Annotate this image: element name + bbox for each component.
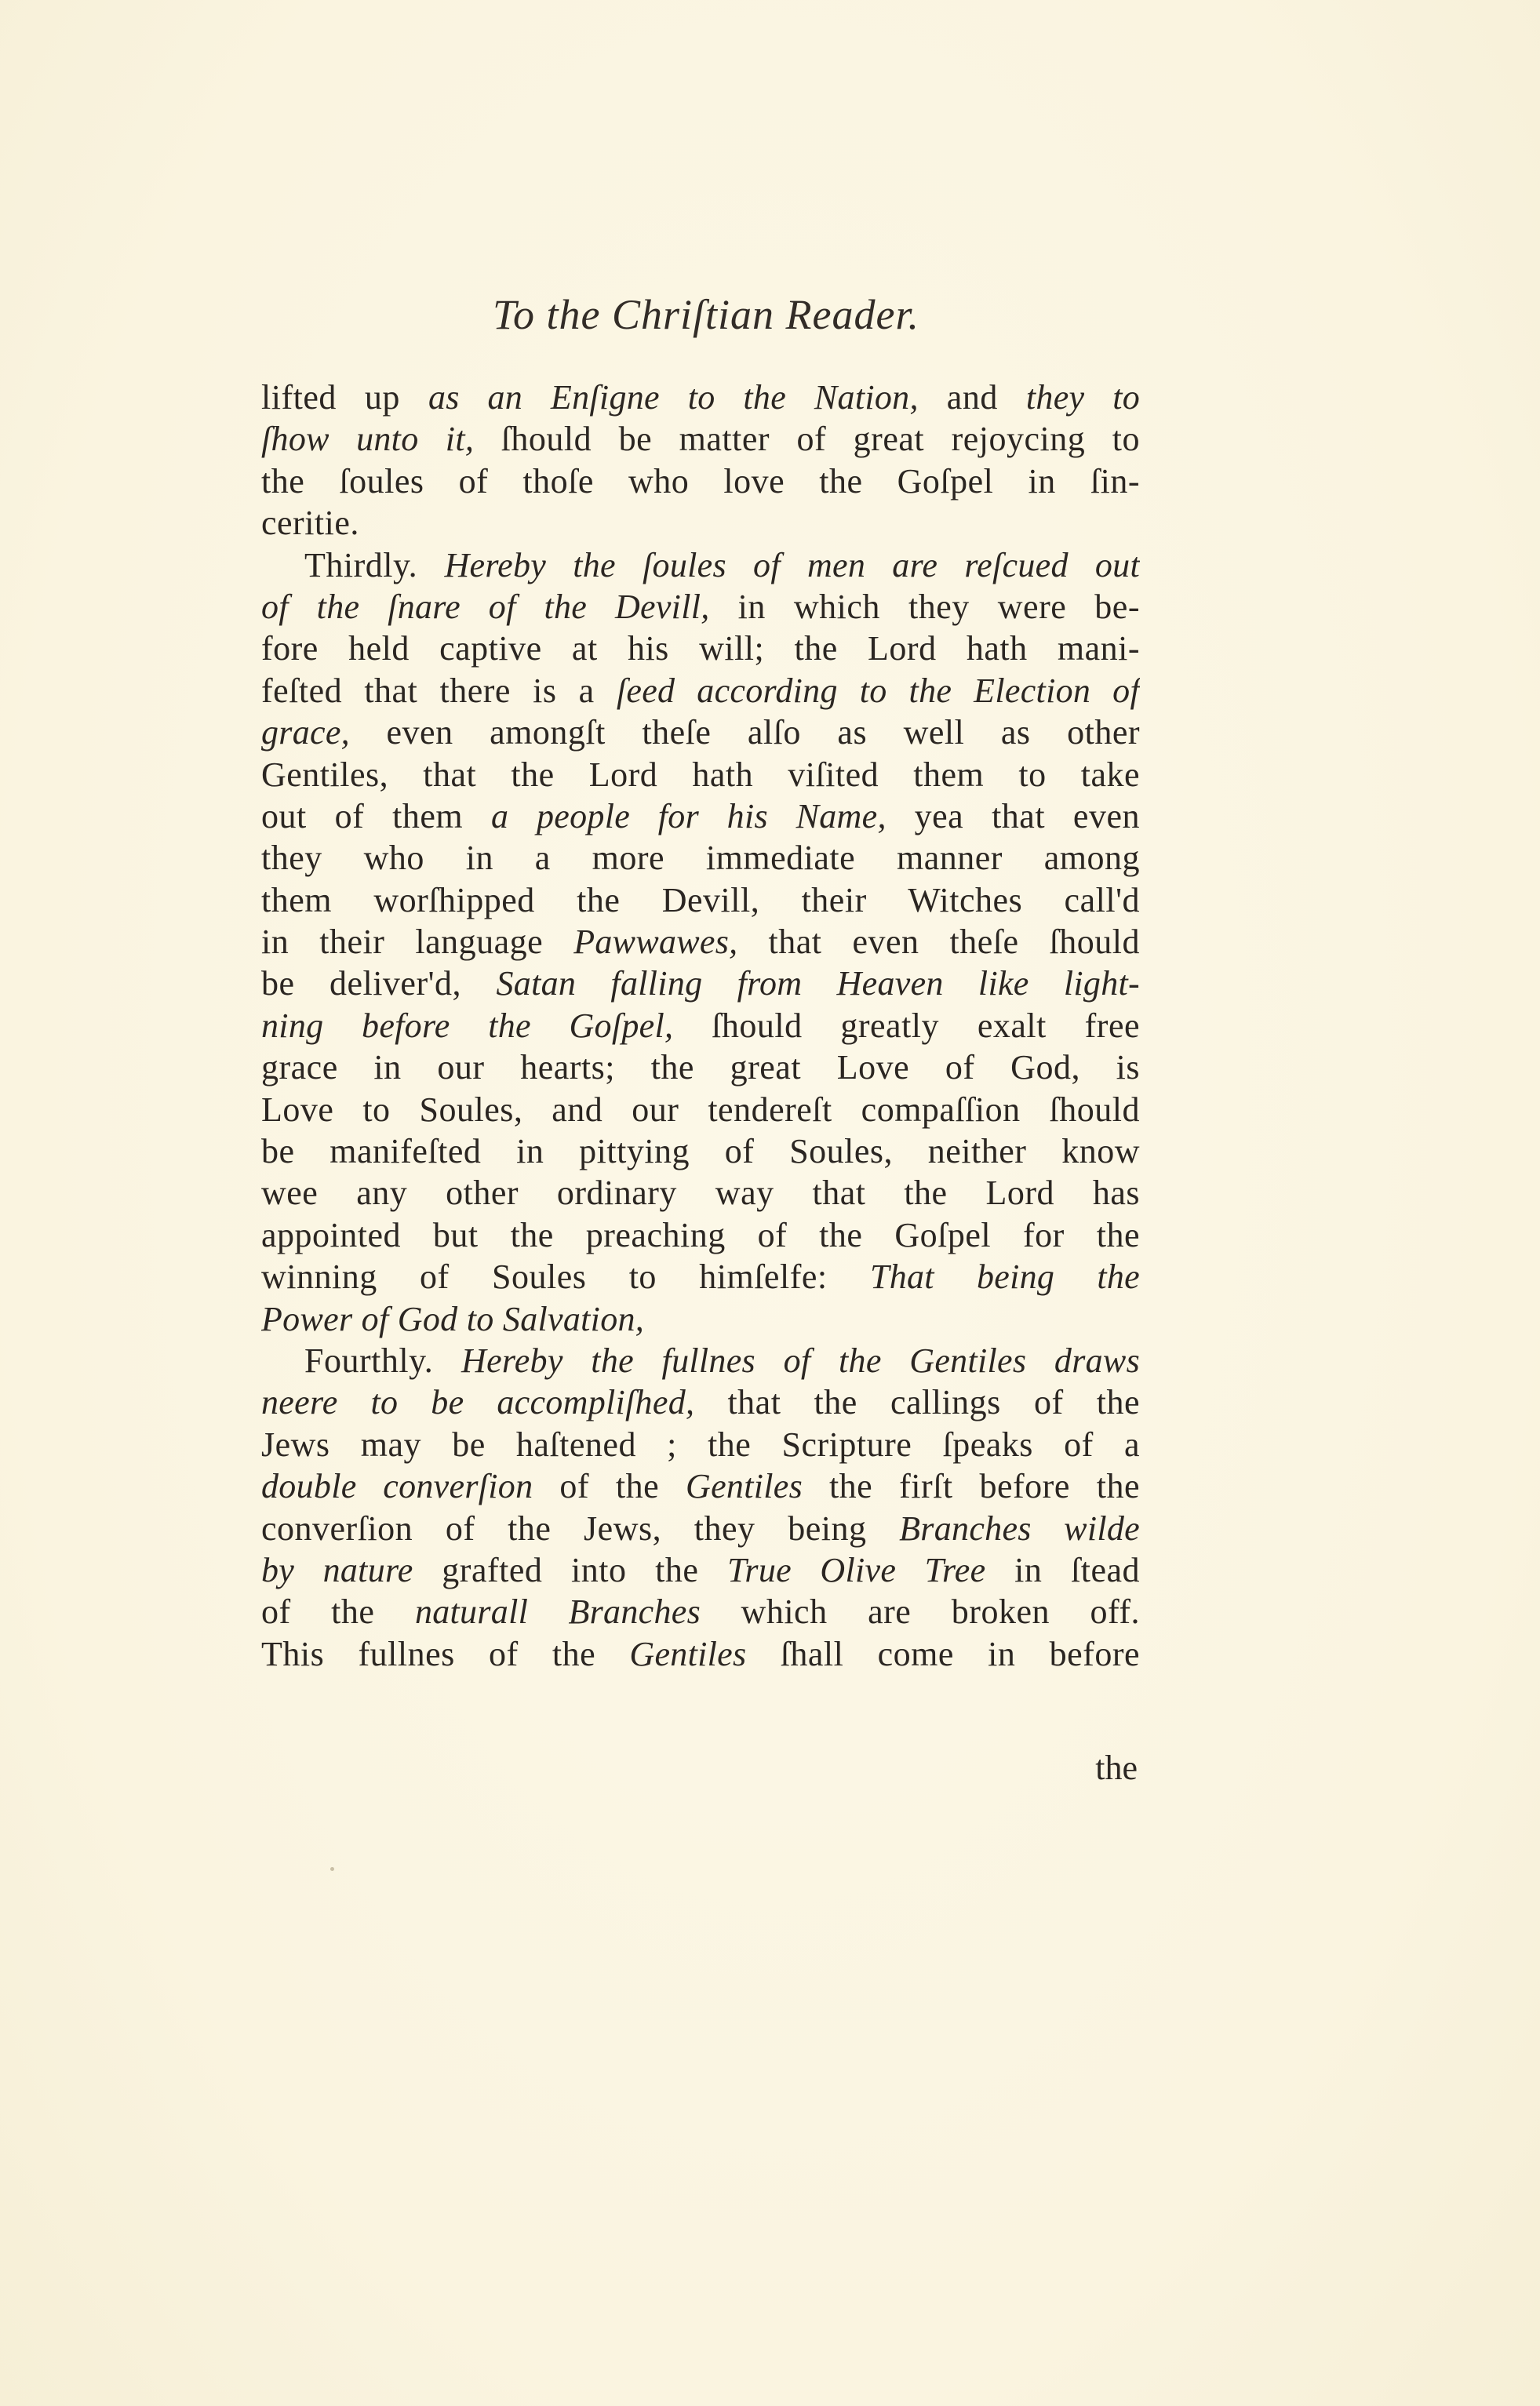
text-run: winning of Soules to himſelfe: (261, 1258, 870, 1297)
italic-phrase: That being the (869, 1258, 1140, 1297)
text-run: grafted into the (413, 1550, 728, 1589)
italic-phrase: a people for his Name, (491, 796, 887, 835)
text-line (261, 1633, 1140, 1675)
text-line (261, 670, 1140, 712)
text-run: Jews may be haſtened ; the Scripture ſpeaks of a (261, 1425, 1140, 1464)
text-line (261, 1256, 1140, 1298)
text-run: of the (533, 1467, 686, 1506)
italic-phrase: Hereby the ſoules of men are reſcued out (444, 545, 1140, 584)
text-line (261, 795, 1140, 837)
text-run: they who in a more immediate manner among (261, 839, 1140, 878)
text-line (261, 1046, 1140, 1088)
italic-phrase: Hereby the fullnes of the Gentiles draws (461, 1341, 1140, 1380)
text-run: Fourthly. (304, 1341, 462, 1380)
text-line (261, 1340, 1140, 1381)
text-run: fore held captive at his will; the Lord hath mani- (261, 629, 1140, 668)
text-run: that the callings of the (694, 1383, 1140, 1422)
text-line (261, 837, 1140, 879)
italic-phrase: Satan falling from Heaven like light- (496, 964, 1140, 1003)
italic-phrase: Pawwawes, (573, 923, 738, 962)
italic-phrase: ning before the Goſpel, (261, 1006, 674, 1045)
text-line (261, 460, 1140, 502)
italic-phrase: True Olive Tree (727, 1550, 986, 1589)
text-line (261, 1591, 1140, 1633)
text-line (261, 1549, 1140, 1591)
text-run: wee any other ordinary way that the Lord has (261, 1174, 1140, 1213)
text-line (261, 1172, 1140, 1214)
text-line (261, 963, 1140, 1004)
italic-phrase: Branches wilde (899, 1509, 1140, 1548)
catchword: the (1095, 1749, 1138, 1787)
text-run: lifted up (261, 378, 428, 417)
text-run: the ſoules of thoſe who love the Goſpel in ſin- (261, 461, 1140, 500)
text-line (261, 544, 1140, 586)
text-run: grace in our hearts; the great Love of God, is (261, 1048, 1140, 1087)
text-line (261, 502, 1140, 544)
text-run: ſhould greatly exalt free (673, 1006, 1140, 1045)
text-run: and (918, 378, 1026, 417)
text-line (261, 628, 1140, 669)
italic-phrase: ſeed according to the Election of (616, 671, 1140, 710)
text-line (261, 586, 1140, 628)
text-line (261, 712, 1140, 753)
text-line (261, 879, 1140, 921)
text-run: ſhould be matter of great rejoycing to (474, 420, 1140, 459)
italic-phrase: Gentiles (686, 1467, 803, 1506)
text-run: appointed but the preaching of the Goſpel for the (261, 1215, 1140, 1254)
text-line (261, 754, 1140, 795)
text-line (261, 377, 1140, 418)
text-line (261, 1508, 1140, 1549)
italic-phrase: grace, (261, 713, 350, 752)
text-run: converſion of the Jews, they being (261, 1509, 900, 1548)
body-text (261, 377, 1140, 1675)
text-run: in their language (261, 923, 574, 962)
italic-phrase: of the ſnare of the Devill, (261, 587, 710, 626)
text-run: ſhall come in before (746, 1634, 1140, 1673)
text-run: that even theſe ſhould (737, 923, 1140, 962)
text-line (261, 1298, 1140, 1340)
text-run: feſted that there is a (261, 671, 617, 710)
text-line (261, 1214, 1140, 1256)
text-line (261, 418, 1140, 460)
text-line (261, 921, 1140, 963)
text-run: be manifeſted in pittying of Soules, neither know (261, 1132, 1140, 1171)
italic-phrase: they to (1025, 378, 1140, 417)
text-line (261, 1381, 1140, 1423)
running-head: To the Chriſtian Reader. (492, 291, 920, 338)
italic-phrase: double converſion (261, 1467, 533, 1506)
italic-phrase: Gentiles (629, 1634, 747, 1673)
text-run: even amongſt theſe alſo as well as other (349, 713, 1140, 752)
text-run: them worſhipped the Devill, their Witches call'd (261, 880, 1140, 919)
text-run: ceritie. (261, 504, 359, 543)
italic-phrase: Power of God to Salvation, (261, 1299, 645, 1338)
text-run: Love to Soules, and our tendereſt compaſſion ſhould (261, 1090, 1140, 1129)
text-line (261, 1005, 1140, 1046)
text-run: Thirdly. (304, 545, 445, 584)
italic-phrase: by nature (261, 1550, 413, 1589)
text-line (261, 1465, 1140, 1507)
italic-phrase: neere to be accompliſhed, (261, 1383, 695, 1422)
text-run: This fullnes of the (261, 1634, 630, 1673)
text-run: in ſtead (985, 1550, 1140, 1589)
italic-phrase: naturall Branches (414, 1592, 701, 1632)
italic-phrase: as an Enſigne to the Nation, (428, 378, 919, 417)
text-run: be deliver'd, (261, 964, 497, 1003)
text-run: of the (261, 1592, 415, 1632)
text-run: the firſt before the (803, 1467, 1140, 1506)
text-run: out of them (261, 796, 491, 835)
text-line (261, 1089, 1140, 1130)
text-line (261, 1130, 1140, 1172)
text-run: which are broken off. (701, 1592, 1140, 1632)
text-run: Gentiles, that the Lord hath viſited them to take (261, 755, 1140, 794)
text-run: yea that even (886, 796, 1140, 835)
text-line (261, 1424, 1140, 1465)
italic-phrase: ſhow unto it, (261, 420, 475, 459)
text-run: in which they were be- (709, 587, 1140, 626)
paper-speck (330, 1867, 334, 1871)
